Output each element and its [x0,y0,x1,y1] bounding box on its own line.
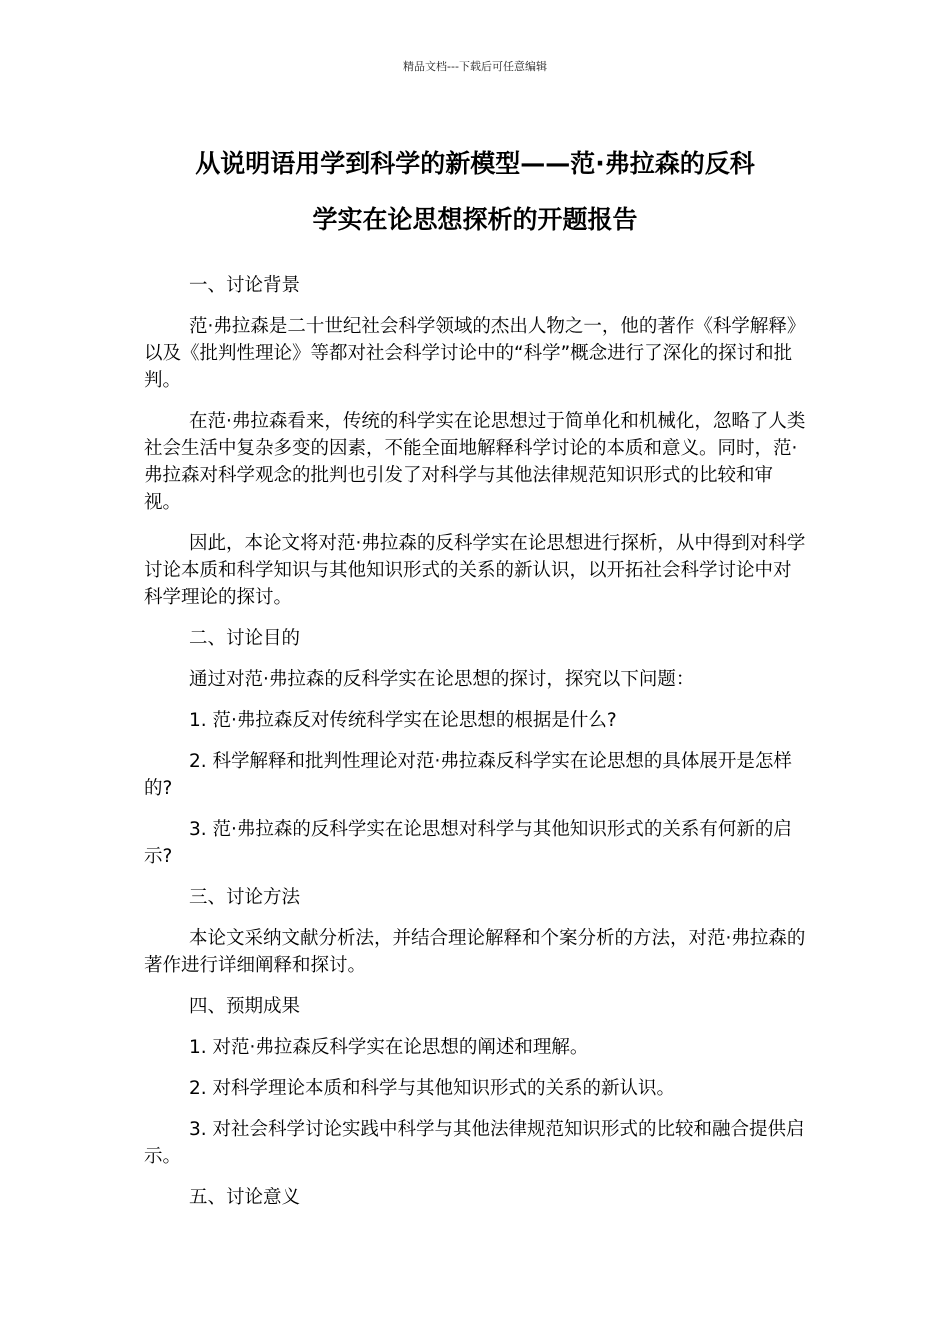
paragraph: 范·弗拉森是二十世纪社会科学领域的杰出人物之一，他的著作《科学解释》以及《批判性理论》等都对社会科学讨论中的“科学”概念进行了深化的探讨和批判。 [144,316,806,391]
list-item: 3. 范·弗拉森的反科学实在论思想对科学与其他知识形式的关系有何新的启示? [144,819,792,867]
paragraph: 在范·弗拉森看来，传统的科学实在论思想过于简单化和机械化，忽略了人类社会生活中复杂多变的因素，不能全面地解释科学讨论的本质和意义。同时，范·弗拉森对科学观念的批判也引发了对科学与其他法律规范知识形式的比较和审视。 [144,411,806,513]
section-heading-significance: 五、讨论意义 [189,1187,301,1208]
list-item: 1. 对范·弗拉森反科学实在论思想的阐述和理解。 [189,1037,589,1058]
section-heading-purpose: 二、讨论目的 [189,628,301,649]
title-line-1: 从说明语用学到科学的新模型——范·弗拉森的反科 [195,149,755,178]
list-item: 2. 科学解释和批判性理论对范·弗拉森反科学实在论思想的具体展开是怎样的? [144,751,792,799]
title-line-2: 学实在论思想探析的开题报告 [312,205,638,234]
list-item: 1. 范·弗拉森反对传统科学实在论思想的根据是什么? [189,710,617,731]
paragraph: 因此，本论文将对范·弗拉森的反科学实在论思想进行探析，从中得到对科学讨论本质和科学知识与其他知识形式的关系的新认识，以开拓社会科学讨论中对科学理论的探讨。 [144,533,806,608]
document-body [144,272,806,1225]
list-item: 3. 对社会科学讨论实践中科学与其他法律规范知识形式的比较和融合提供启示。 [144,1119,805,1167]
list-item: 2. 对科学理论本质和科学与其他知识形式的关系的新认识。 [189,1078,676,1099]
paragraph: 本论文采纳文献分析法，并结合理论解释和个案分析的方法，对范·弗拉森的著作进行详细阐释和探讨。 [144,928,806,976]
header-note: 精品文档---下载后可任意编辑 [403,60,547,73]
section-heading-background: 一、讨论背景 [189,275,301,296]
document-title [100,136,850,248]
paragraph: 通过对范·弗拉森的反科学实在论思想的探讨，探究以下问题： [189,669,695,690]
section-heading-method: 三、讨论方法 [189,887,301,908]
section-heading-outcomes: 四、预期成果 [189,996,301,1017]
